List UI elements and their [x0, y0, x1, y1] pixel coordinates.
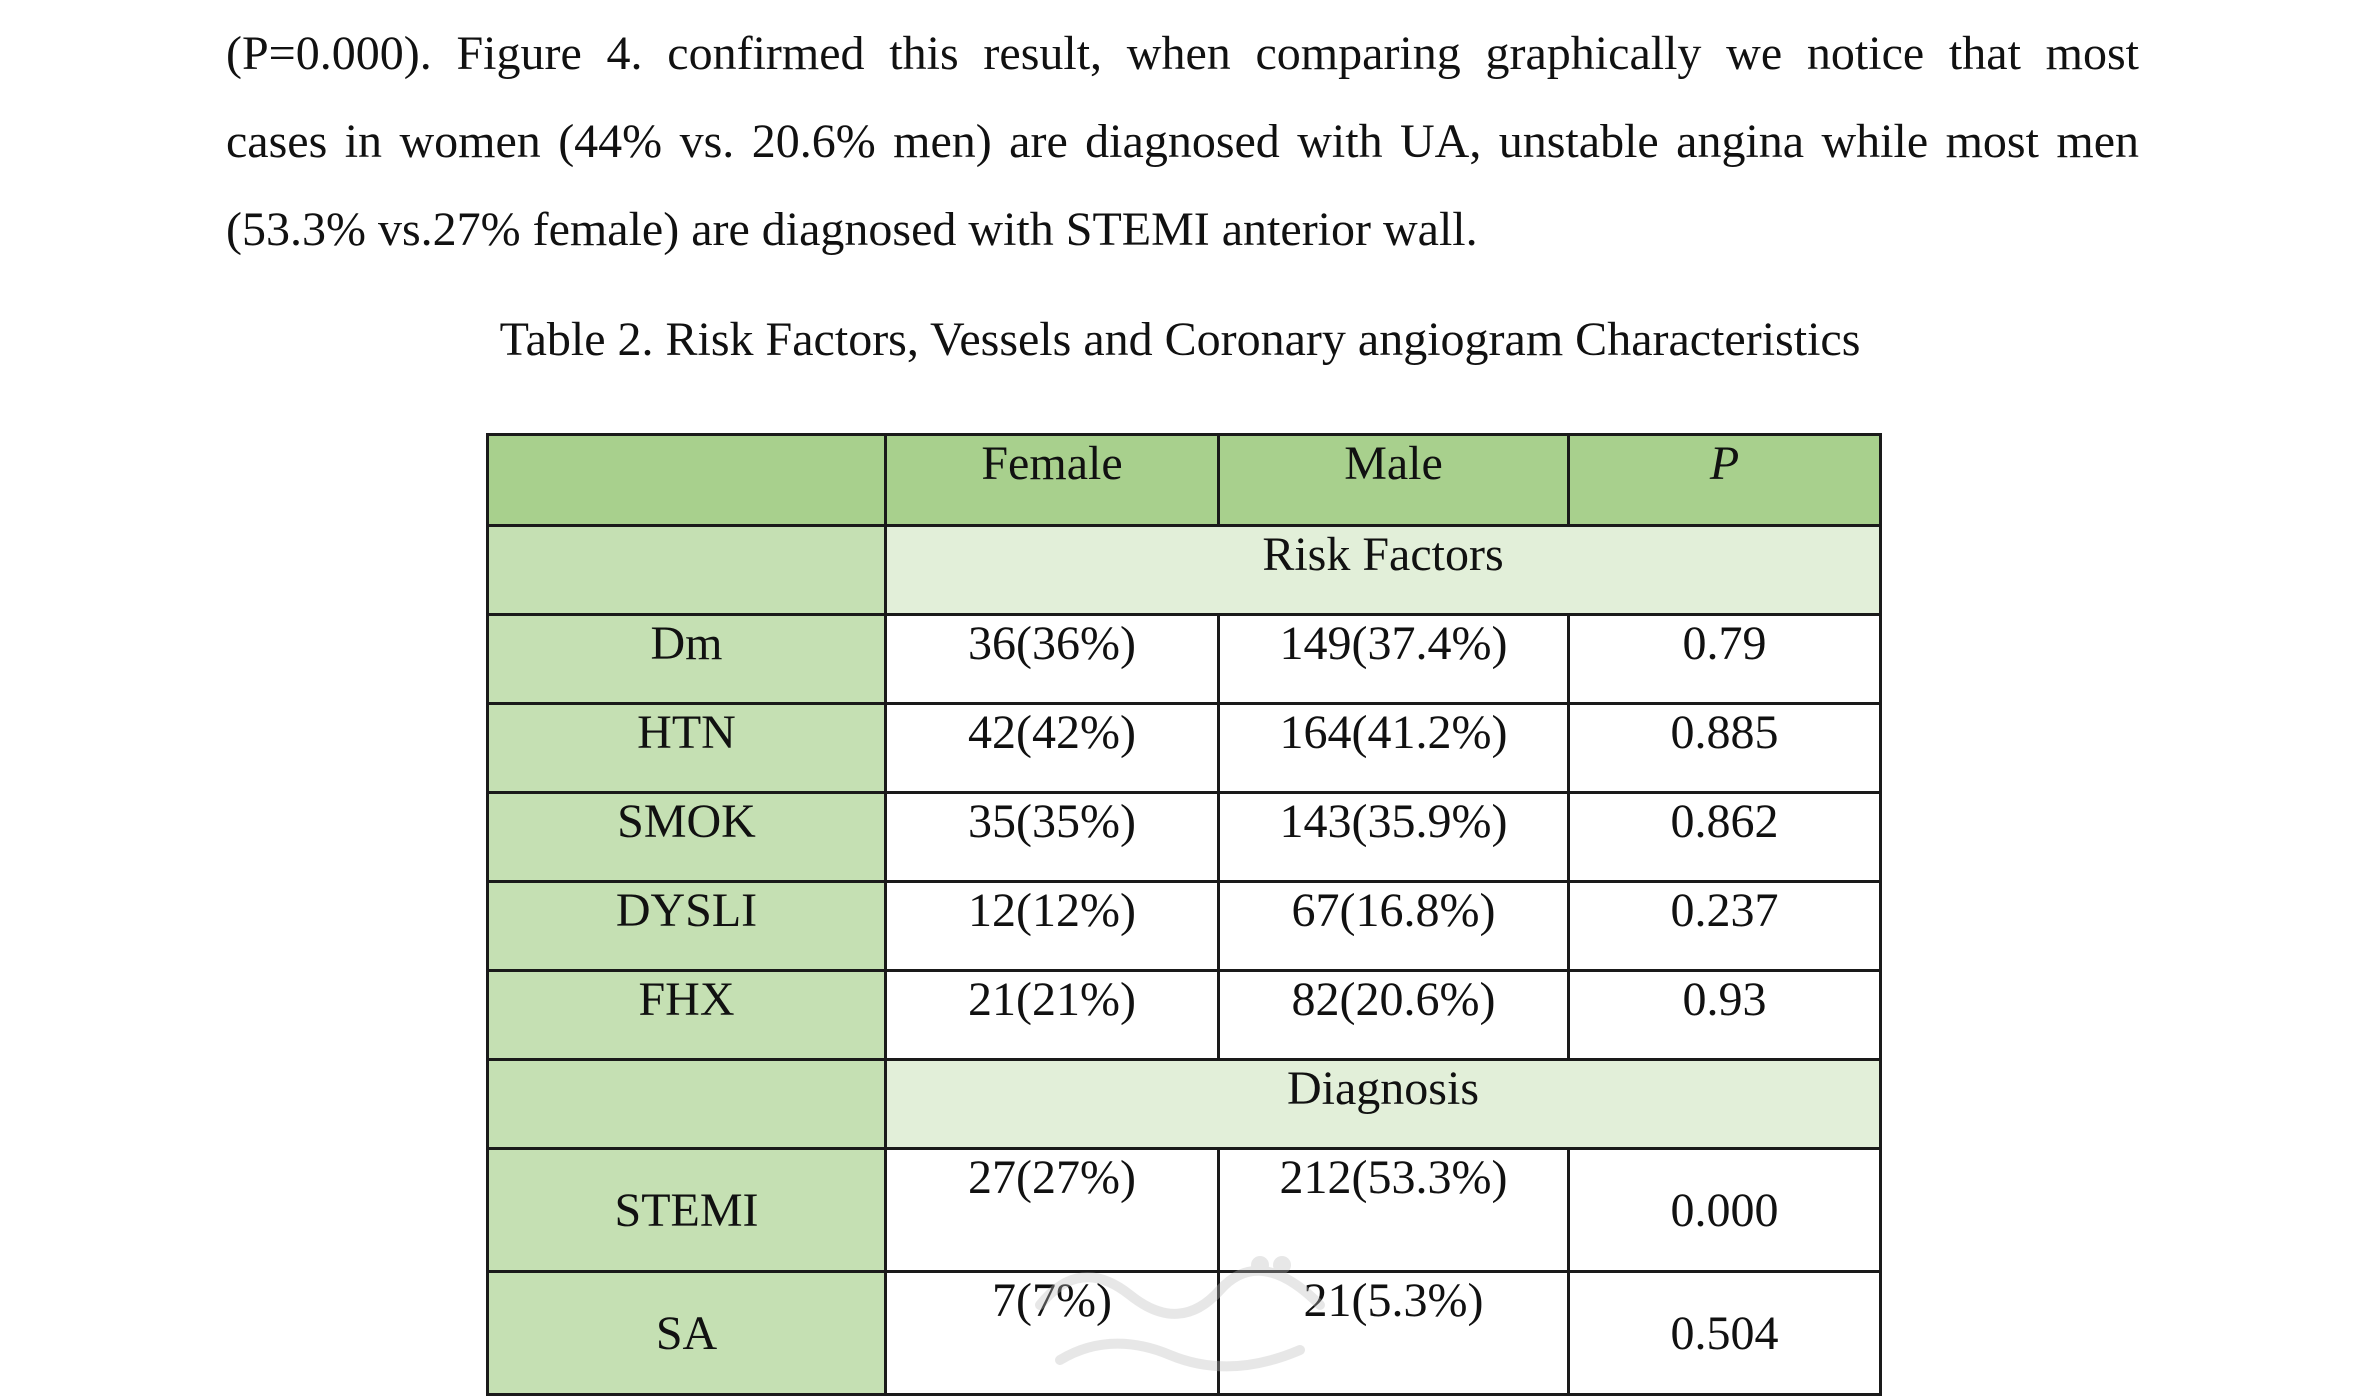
section-row-risk-factors	[488, 526, 1881, 615]
row-label: STEMI	[488, 1149, 886, 1272]
body-paragraph	[226, 10, 2139, 274]
female-value: 36(36%)	[886, 615, 1219, 704]
male-value: 164(41.2%)	[1219, 704, 1569, 793]
paragraph-line: (P=0.000). Figure 4. confirmed this result, when comparing graphically we notice that most	[226, 27, 2139, 80]
row-label: DYSLI	[488, 882, 886, 971]
header-cell-female: Female	[886, 435, 1219, 526]
male-value: 212(53.3%)	[1219, 1149, 1569, 1272]
table-row	[488, 615, 1881, 704]
table-row	[488, 1149, 1881, 1272]
male-value: 67(16.8%)	[1219, 882, 1569, 971]
table-row	[488, 704, 1881, 793]
female-value: 27(27%)	[886, 1149, 1219, 1272]
paragraph-line: cases in women (44% vs. 20.6% men) are diagnosed with UA, unstable angina while most men	[226, 115, 2139, 168]
table-row	[488, 882, 1881, 971]
female-value: 12(12%)	[886, 882, 1219, 971]
risk-factors-table	[486, 433, 1882, 1396]
female-value: 7(7%)	[886, 1272, 1219, 1395]
female-value: 42(42%)	[886, 704, 1219, 793]
row-label: FHX	[488, 971, 886, 1060]
row-label: Dm	[488, 615, 886, 704]
table-header-row	[488, 435, 1881, 526]
table-caption: Table 2. Risk Factors, Vessels and Coronary angiogram Characteristics	[499, 313, 1861, 366]
row-label: SA	[488, 1272, 886, 1395]
section-label-cell	[488, 526, 886, 615]
p-value: 0.79	[1569, 615, 1881, 704]
section-title: Diagnosis	[886, 1060, 1881, 1149]
row-label: HTN	[488, 704, 886, 793]
paragraph-line: (53.3% vs.27% female) are diagnosed with STEMI anterior wall.	[226, 203, 1478, 256]
female-value: 35(35%)	[886, 793, 1219, 882]
table-row	[488, 971, 1881, 1060]
p-value: 0.93	[1569, 971, 1881, 1060]
header-cell-male: Male	[1219, 435, 1569, 526]
section-label-cell	[488, 1060, 886, 1149]
row-label: SMOK	[488, 793, 886, 882]
table-row	[488, 793, 1881, 882]
p-value: 0.504	[1569, 1272, 1881, 1395]
section-row-diagnosis	[488, 1060, 1881, 1149]
p-value: 0.862	[1569, 793, 1881, 882]
section-title: Risk Factors	[886, 526, 1881, 615]
header-cell-empty	[488, 435, 886, 526]
male-value: 21(5.3%)	[1219, 1272, 1569, 1395]
p-value: 0.885	[1569, 704, 1881, 793]
male-value: 143(35.9%)	[1219, 793, 1569, 882]
male-value: 82(20.6%)	[1219, 971, 1569, 1060]
female-value: 21(21%)	[886, 971, 1219, 1060]
p-value: 0.237	[1569, 882, 1881, 971]
male-value: 149(37.4%)	[1219, 615, 1569, 704]
header-cell-p: P	[1569, 435, 1881, 526]
p-value: 0.000	[1569, 1149, 1881, 1272]
table-row	[488, 1272, 1881, 1395]
